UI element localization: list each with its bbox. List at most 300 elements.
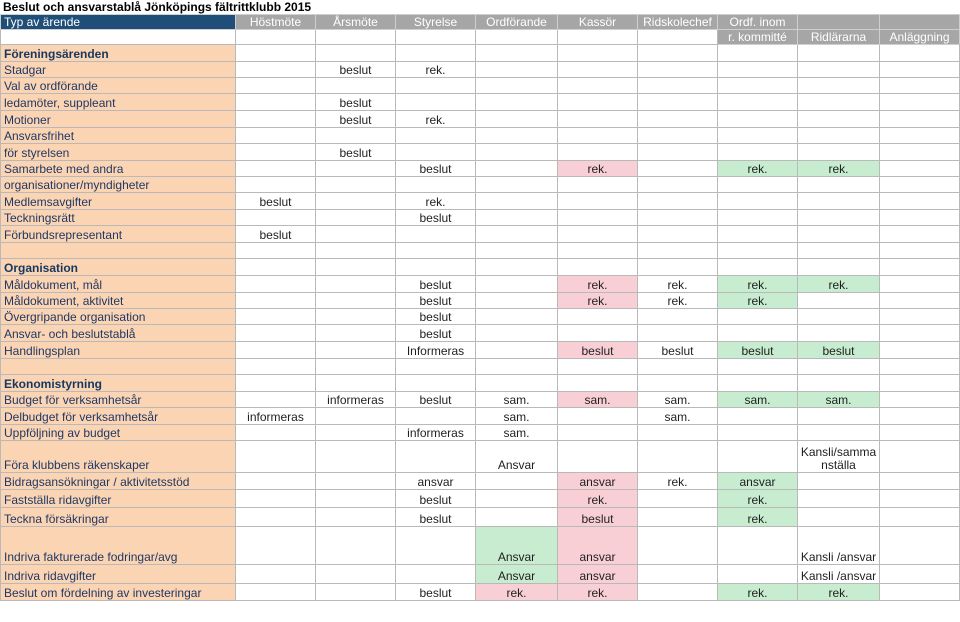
table-cell: beslut — [718, 342, 798, 359]
table-cell: rek. — [638, 276, 718, 293]
table-cell: rek. — [558, 161, 638, 177]
table-cell — [880, 565, 960, 584]
table-row — [1, 94, 960, 111]
table-cell — [638, 565, 718, 584]
table-row — [1, 45, 960, 62]
table-cell — [638, 193, 718, 210]
table-cell — [880, 441, 960, 473]
table-cell — [396, 565, 476, 584]
table-cell — [638, 94, 718, 111]
table-cell — [316, 441, 396, 473]
table-row — [1, 276, 960, 293]
table-cell — [396, 441, 476, 473]
table-row — [1, 527, 960, 565]
table-cell — [718, 259, 798, 276]
table-cell — [558, 325, 638, 342]
table-row — [1, 62, 960, 78]
table-cell: Ansvar — [476, 441, 558, 473]
table-cell: beslut — [396, 276, 476, 293]
table-cell — [798, 144, 880, 161]
table-cell — [880, 128, 960, 144]
table-row — [1, 309, 960, 325]
table-cell — [316, 45, 396, 62]
table-cell: Ansvar — [476, 527, 558, 565]
table-cell — [558, 425, 638, 441]
table-cell — [798, 425, 880, 441]
table-cell — [880, 177, 960, 193]
header-spacer-cell — [638, 30, 718, 45]
row-label: Delbudget för verksamhetsår — [1, 408, 236, 425]
table-row — [1, 342, 960, 359]
sheet-title: Beslut och ansvarstablå Jönköpings fältrittklubb 2015 — [3, 0, 312, 14]
table-cell — [316, 490, 396, 508]
table-cell — [880, 359, 960, 375]
row-label: Beslut om fördelning av investeringar — [1, 584, 236, 601]
row-label: Uppföljning av budget — [1, 425, 236, 441]
table-cell: rek. — [718, 293, 798, 309]
row-label: Föra klubbens räkenskaper — [1, 441, 236, 473]
table-cell — [476, 375, 558, 392]
table-cell — [476, 210, 558, 226]
table-cell — [236, 584, 316, 601]
table-cell — [880, 193, 960, 210]
table-cell — [558, 177, 638, 193]
table-cell — [236, 177, 316, 193]
table-row — [1, 565, 960, 584]
table-cell — [798, 490, 880, 508]
table-cell — [396, 78, 476, 94]
table-cell — [798, 325, 880, 342]
table-cell: beslut — [396, 210, 476, 226]
table-cell: informeras — [236, 408, 316, 425]
section-heading: Föreningsärenden — [1, 45, 236, 62]
table-cell — [798, 293, 880, 309]
column-header: Ridskolechef — [638, 15, 718, 30]
table-cell — [718, 128, 798, 144]
table-cell — [880, 161, 960, 177]
table-cell: beslut — [396, 309, 476, 325]
table-cell: Kansli /ansvar — [798, 527, 880, 565]
table-row — [1, 473, 960, 490]
row-label: Samarbete med andra — [1, 161, 236, 177]
table-cell — [880, 508, 960, 527]
table-cell — [476, 309, 558, 325]
table-cell: Kansli/samma nställa — [798, 441, 880, 473]
table-cell: rek. — [396, 111, 476, 128]
table-cell: sam. — [476, 425, 558, 441]
table-cell — [718, 144, 798, 161]
row-label: Indriva ridavgifter — [1, 565, 236, 584]
table-cell — [638, 144, 718, 161]
table-cell — [236, 259, 316, 276]
table-cell — [558, 111, 638, 128]
table-row — [1, 392, 960, 408]
table-cell: rek. — [476, 584, 558, 601]
table-cell — [718, 111, 798, 128]
table-cell: beslut — [316, 111, 396, 128]
table-cell — [316, 508, 396, 527]
table-cell: beslut — [396, 490, 476, 508]
column-header-continued: Anläggning — [880, 30, 960, 45]
table-cell — [396, 408, 476, 425]
table-cell — [638, 161, 718, 177]
table-cell — [236, 45, 316, 62]
table-cell — [880, 62, 960, 78]
table-cell: sam. — [798, 392, 880, 408]
table-cell — [476, 276, 558, 293]
table-cell — [558, 78, 638, 94]
table-cell — [316, 375, 396, 392]
table-cell — [638, 375, 718, 392]
table-cell — [316, 276, 396, 293]
table-cell — [396, 45, 476, 62]
table-cell — [798, 210, 880, 226]
table-cell: ansvar — [558, 565, 638, 584]
table-cell — [558, 408, 638, 425]
table-cell — [638, 226, 718, 243]
row-label: Bidragsansökningar / aktivitetsstöd — [1, 473, 236, 490]
table-cell — [316, 359, 396, 375]
row-label: Teckna försäkringar — [1, 508, 236, 527]
column-header: Ordförande — [476, 15, 558, 30]
table-cell — [718, 309, 798, 325]
table-cell — [316, 342, 396, 359]
table-cell — [718, 565, 798, 584]
table-cell: beslut — [396, 584, 476, 601]
table-cell — [558, 243, 638, 259]
table-cell — [316, 408, 396, 425]
table-cell — [316, 565, 396, 584]
table-cell: beslut — [396, 161, 476, 177]
table-cell — [638, 309, 718, 325]
section-heading: Ekonomistyrning — [1, 375, 236, 392]
table-cell — [236, 441, 316, 473]
table-cell: rek. — [638, 473, 718, 490]
table-row — [1, 226, 960, 243]
table-cell: beslut — [396, 508, 476, 527]
table-row — [1, 161, 960, 177]
table-cell — [718, 45, 798, 62]
table-cell — [476, 161, 558, 177]
table-cell — [718, 226, 798, 243]
table-cell — [798, 177, 880, 193]
table-cell: ansvar — [558, 527, 638, 565]
table-cell — [638, 210, 718, 226]
table-cell — [476, 490, 558, 508]
row-label: Ansvarsfrihet — [1, 128, 236, 144]
table-cell — [316, 177, 396, 193]
table-cell — [316, 193, 396, 210]
table-cell — [798, 508, 880, 527]
table-cell — [638, 441, 718, 473]
table-row — [1, 293, 960, 309]
table-cell — [880, 584, 960, 601]
table-cell: sam. — [558, 392, 638, 408]
row-label: Stadgar — [1, 62, 236, 78]
table-cell: rek. — [558, 276, 638, 293]
table-cell — [558, 441, 638, 473]
table-row — [1, 111, 960, 128]
table-cell — [638, 78, 718, 94]
table-cell — [476, 293, 558, 309]
column-header: Typ av ärende — [1, 15, 236, 30]
table-cell — [236, 359, 316, 375]
table-cell — [880, 144, 960, 161]
table-row — [1, 210, 960, 226]
header-spacer-cell — [476, 30, 558, 45]
table-cell — [316, 527, 396, 565]
column-header: Höstmöte — [236, 15, 316, 30]
table-cell — [880, 293, 960, 309]
table-cell: rek. — [798, 276, 880, 293]
table-cell — [798, 45, 880, 62]
table-cell — [316, 226, 396, 243]
table-cell: rek. — [798, 584, 880, 601]
table-cell — [396, 243, 476, 259]
table-cell — [316, 425, 396, 441]
table-cell — [638, 177, 718, 193]
table-cell — [718, 375, 798, 392]
decision-table — [0, 14, 960, 601]
table-cell — [798, 243, 880, 259]
table-cell — [236, 111, 316, 128]
table-row — [1, 243, 960, 259]
table-cell — [558, 45, 638, 62]
table-cell — [718, 62, 798, 78]
table-row — [1, 259, 960, 276]
table-cell — [880, 276, 960, 293]
table-cell — [638, 508, 718, 527]
table-cell — [798, 128, 880, 144]
table-row — [1, 325, 960, 342]
table-cell — [718, 94, 798, 111]
table-cell — [236, 309, 316, 325]
table-cell: ansvar — [396, 473, 476, 490]
table-cell: rek. — [798, 161, 880, 177]
row-label: Förbundsrepresentant — [1, 226, 236, 243]
table-cell: beslut — [236, 193, 316, 210]
table-cell — [396, 375, 476, 392]
column-header-empty — [880, 15, 960, 30]
table-cell: rek. — [718, 508, 798, 527]
table-cell — [316, 210, 396, 226]
table-cell — [880, 392, 960, 408]
table-cell — [316, 128, 396, 144]
table-cell — [638, 45, 718, 62]
table-cell — [880, 259, 960, 276]
column-header-continued: Ridlärarna — [798, 30, 880, 45]
table-cell — [316, 584, 396, 601]
table-cell: sam. — [476, 392, 558, 408]
table-cell: Kansli /ansvar — [798, 565, 880, 584]
table-cell — [558, 375, 638, 392]
table-cell — [718, 527, 798, 565]
table-cell — [236, 490, 316, 508]
table-cell — [476, 226, 558, 243]
table-cell — [236, 94, 316, 111]
table-row — [1, 128, 960, 144]
table-cell — [880, 243, 960, 259]
table-cell — [236, 325, 316, 342]
table-cell — [718, 210, 798, 226]
table-cell: informeras — [316, 392, 396, 408]
row-label: Indriva fakturerade fodringar/avg — [1, 527, 236, 565]
table-cell — [880, 490, 960, 508]
table-row — [1, 78, 960, 94]
table-cell — [476, 62, 558, 78]
table-cell — [236, 527, 316, 565]
table-cell — [236, 161, 316, 177]
table-cell — [880, 226, 960, 243]
table-cell: beslut — [798, 342, 880, 359]
table-cell — [558, 62, 638, 78]
row-label: Övergripande organisation — [1, 309, 236, 325]
table-cell — [236, 508, 316, 527]
table-cell: sam. — [638, 392, 718, 408]
table-cell: beslut — [638, 342, 718, 359]
table-cell: Ansvar — [476, 565, 558, 584]
table-cell — [798, 226, 880, 243]
table-row — [1, 144, 960, 161]
row-label: Val av ordförande — [1, 78, 236, 94]
table-row — [1, 193, 960, 210]
table-cell — [476, 359, 558, 375]
table-cell — [638, 111, 718, 128]
table-cell — [236, 210, 316, 226]
table-cell — [558, 226, 638, 243]
table-cell — [476, 473, 558, 490]
table-cell — [880, 527, 960, 565]
table-cell — [718, 78, 798, 94]
table-cell — [476, 128, 558, 144]
table-cell: rek. — [558, 584, 638, 601]
table-cell — [558, 94, 638, 111]
table-cell — [638, 490, 718, 508]
table-cell — [718, 243, 798, 259]
row-label: ledamöter, suppleant — [1, 94, 236, 111]
table-cell — [880, 342, 960, 359]
table-cell — [638, 527, 718, 565]
table-cell — [880, 111, 960, 128]
table-cell — [316, 78, 396, 94]
row-label: organisationer/myndigheter — [1, 177, 236, 193]
table-cell: beslut — [396, 392, 476, 408]
section-heading: Organisation — [1, 259, 236, 276]
table-cell: rek. — [396, 193, 476, 210]
table-cell — [316, 293, 396, 309]
table-cell — [316, 161, 396, 177]
table-cell — [476, 144, 558, 161]
table-cell — [558, 128, 638, 144]
table-cell — [798, 359, 880, 375]
table-cell: beslut — [558, 508, 638, 527]
table-cell — [638, 584, 718, 601]
table-cell — [718, 441, 798, 473]
row-label: för styrelsen — [1, 144, 236, 161]
table-row — [1, 441, 960, 473]
table-cell — [396, 259, 476, 276]
row-label: Medlemsavgifter — [1, 193, 236, 210]
row-label: Fastställa ridavgifter — [1, 490, 236, 508]
table-cell — [798, 78, 880, 94]
table-cell: ansvar — [718, 473, 798, 490]
table-cell — [558, 259, 638, 276]
table-cell — [236, 375, 316, 392]
table-cell — [798, 259, 880, 276]
table-cell — [396, 359, 476, 375]
column-header: Ordf. inom — [718, 15, 798, 30]
table-cell — [476, 325, 558, 342]
table-cell — [476, 45, 558, 62]
table-cell: rek. — [718, 490, 798, 508]
row-label: Ansvar- och beslutstablå — [1, 325, 236, 342]
table-cell — [396, 128, 476, 144]
table-cell — [880, 375, 960, 392]
table-cell — [476, 259, 558, 276]
table-cell — [476, 508, 558, 527]
table-cell: beslut — [396, 293, 476, 309]
table-cell — [638, 62, 718, 78]
table-cell — [316, 243, 396, 259]
table-cell — [236, 144, 316, 161]
table-cell — [798, 94, 880, 111]
table-cell: rek. — [718, 584, 798, 601]
table-cell — [718, 325, 798, 342]
table-cell — [638, 425, 718, 441]
table-cell — [880, 408, 960, 425]
table-cell: sam. — [718, 392, 798, 408]
table-cell — [476, 193, 558, 210]
table-cell: rek. — [558, 293, 638, 309]
table-cell: beslut — [316, 94, 396, 111]
column-header-empty — [798, 15, 880, 30]
table-cell — [880, 45, 960, 62]
table-cell — [396, 527, 476, 565]
row-label: Budget för verksamhetsår — [1, 392, 236, 408]
table-row — [1, 359, 960, 375]
table-cell — [476, 243, 558, 259]
table-cell — [718, 193, 798, 210]
table-cell: rek. — [718, 161, 798, 177]
table-cell — [798, 408, 880, 425]
table-cell — [396, 177, 476, 193]
table-cell — [316, 473, 396, 490]
header-spacer-cell — [1, 30, 236, 45]
table-cell — [316, 309, 396, 325]
table-cell — [558, 193, 638, 210]
table-cell — [798, 375, 880, 392]
table-cell: rek. — [396, 62, 476, 78]
header-spacer-cell — [316, 30, 396, 45]
column-header: Årsmöte — [316, 15, 396, 30]
table-row — [1, 490, 960, 508]
table-cell — [558, 309, 638, 325]
table-cell: beslut — [236, 226, 316, 243]
table-cell — [638, 128, 718, 144]
header-spacer-cell — [396, 30, 476, 45]
table-cell — [880, 94, 960, 111]
row-label: Teckningsrätt — [1, 210, 236, 226]
table-cell — [880, 473, 960, 490]
table-cell — [396, 226, 476, 243]
table-cell — [236, 128, 316, 144]
table-cell: sam. — [476, 408, 558, 425]
table-cell: informeras — [396, 425, 476, 441]
table-cell — [476, 177, 558, 193]
table-cell — [236, 392, 316, 408]
table-cell — [638, 325, 718, 342]
header-spacer-cell — [236, 30, 316, 45]
